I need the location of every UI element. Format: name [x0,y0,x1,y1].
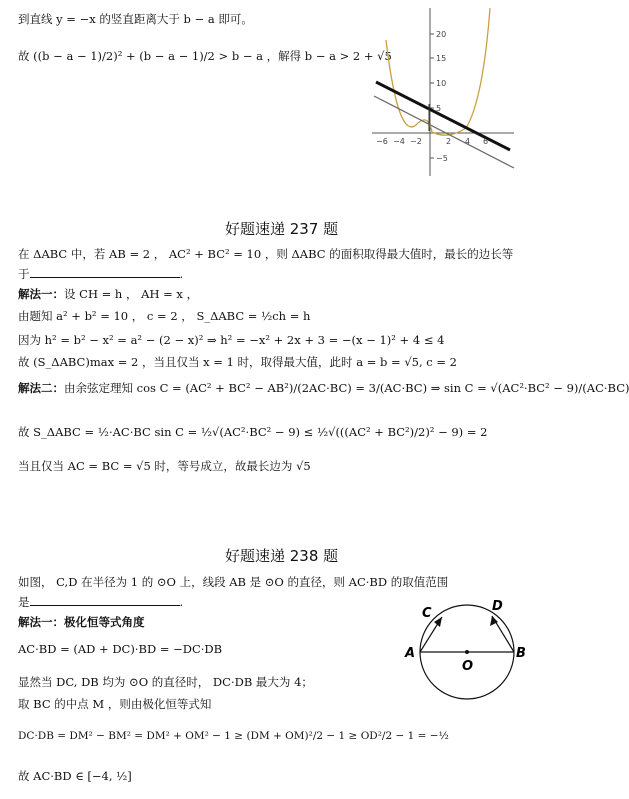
p237-line5: 当且仅当 AC = BC = √5 时，等号成立，故最长边为 √5 [18,459,311,473]
p237-q-suffix: . [179,267,184,281]
plot-ytick-15: 15 [436,54,447,63]
p237-line4: 故 S_ΔABC = ½·AC·BC sin C = ½√(AC²·BC² − 9) ≤ ½√(((AC² + BC²)/2)² − 9) = 2 [18,425,488,439]
p238-line3: 取 BC 的中点 M ，则由极化恒等式知 [18,697,212,711]
p237-s2-text: 由余弦定理知 cos C = (AC² + BC² − AB²)/(2AC·BC) = 3/(AC·BC) ⇒ sin C = √(AC²·BC² − 9)/(AC·BC) [64,381,629,395]
label-o: O [462,659,474,674]
top-text-line1: 到直线 y = −x 的竖直距离大于 b − a 即可。 [18,12,253,26]
p237-title: 好题速递 237 题 [225,220,339,238]
p237-q-prefix: 于 [18,267,30,281]
top-line2-math: ((b − a − 1)/2)² + (b − a − 1)/2 > b − a [33,49,263,63]
p237-question-line2 [18,266,183,282]
plot-curve-left [386,40,432,132]
p237-question-line1: 在 ΔABC 中，若 AB = 2 ， AC² + BC² = 10 ，则 ΔABC 的面积取得最大值时，最长的边长等 [18,247,514,261]
p237-solution1-header [18,286,198,302]
p238-question-line2 [18,594,183,610]
label-d: D [492,599,503,614]
p237-solution2-header [18,380,629,396]
top-text-line2 [18,48,392,64]
p238-question-line1: 如图， C,D 在半径为 1 的 ⊙O 上，线段 AB 是 ⊙O 的直径，则 AC·BD 的取值范围 [18,575,449,589]
p238-q-prefix: 是 [18,595,30,609]
plot-xtick-neg2: −2 [410,137,422,146]
p238-answer-blank[interactable] [30,594,180,606]
p238-solution1-header: 解法一：极化恒等式角度 [18,615,145,629]
plot-ytick-10: 10 [436,79,447,88]
center-o-dot [465,650,469,654]
p237-line2: 因为 h² = b² − x² = a² − (2 − x)² ⇒ h² = −x² + 2x + 3 = −(x − 1)² + 4 ≤ 4 [18,333,445,347]
p238-q-suffix: . [179,595,184,609]
p237-answer-blank[interactable] [30,266,180,278]
arrow-ac [434,617,442,627]
p237-line1: 由题知 a² + b² = 10 ， c = 2 ， S_ΔABC = ½ch = h [18,309,311,323]
circle-figure [402,590,532,712]
p238-line5: 故 AC·BD ∈ [−4, ½] [18,769,132,783]
label-c: C [422,606,432,621]
top-line2-prefix: 故 [18,49,30,63]
plot-xtick-6: 6 [483,137,489,146]
plot-ytick-5: 5 [436,104,442,113]
plot-xtick-4: 4 [465,137,471,146]
p238-line1: AC·BD = (AD + DC)·BD = −DC·DB [18,642,223,656]
plot-xtick-neg4: −4 [393,137,405,146]
plot-xtick-neg6: −6 [376,137,388,146]
plot-ytick-20: 20 [436,30,447,39]
p237-s1-label: 解法一： [18,287,64,301]
top-line2-suffix: ，解得 b − a > 2 + √5 [266,49,392,63]
function-plot [368,0,518,178]
p238-line2: 显然当 DC, DB 均为 ⊙O 的直径时， DC·DB 最大为 4； [18,675,313,689]
plot-xtick-2: 2 [446,137,452,146]
p238-title: 好题速递 238 题 [225,547,339,565]
p237-line3: 故 (S_ΔABC)max = 2 ，当且仅当 x = 1 时，取得最大值，此时 a = b = √5, c = 2 [18,355,457,369]
plot-ytick-neg5: −5 [436,154,448,163]
p237-s1-text: 设 CH = h ， AH = x ， [64,287,199,301]
label-b: B [516,646,526,661]
plot-x-ticks [376,137,488,146]
p238-line4: DC·DB = DM² − BM² = DM² + OM² − 1 ≥ (DM + OM)²/2 − 1 ≥ OD²/2 − 1 = −½ [18,730,449,742]
p237-s2-label: 解法二： [18,381,64,395]
label-a: A [405,646,416,661]
